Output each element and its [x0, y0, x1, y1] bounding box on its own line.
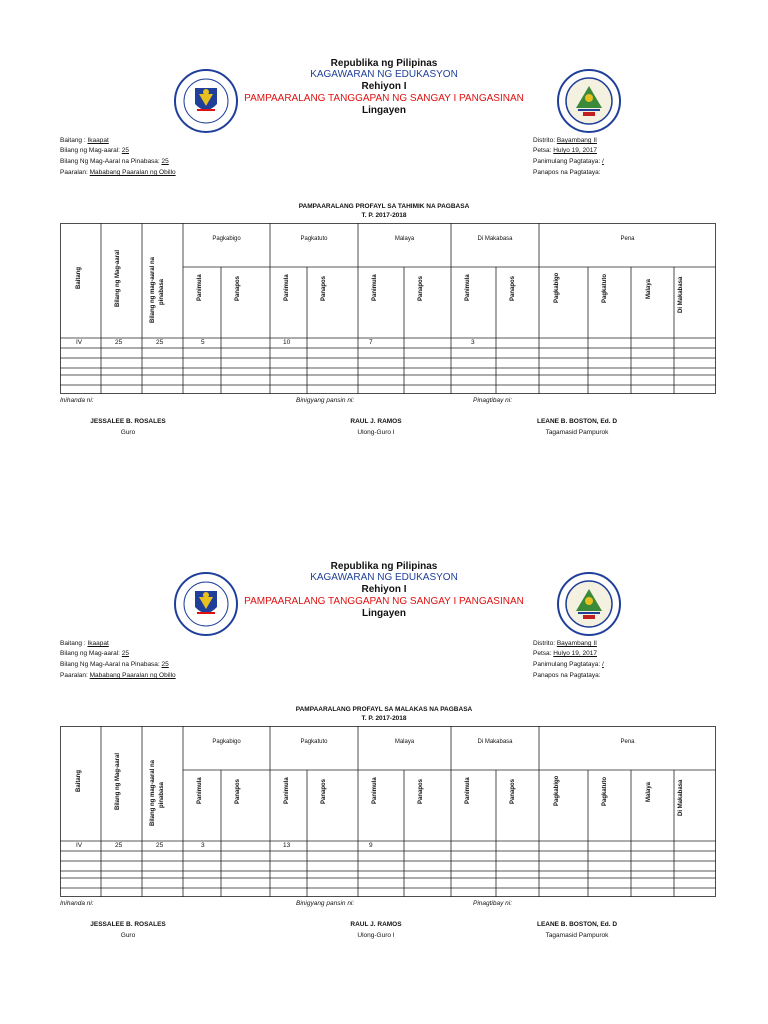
table-grid	[60, 726, 716, 897]
group-pagkabigo-header: Pagkabigo	[212, 739, 241, 745]
col-pinabasa-header-line1: Bilang ng mag-aaral na	[150, 759, 156, 826]
pinagtibay-label: Pinagtibay ni:	[473, 900, 513, 907]
info-panapos: Panapos na Pagtataya:	[533, 672, 601, 679]
sub-pagkabigo-panimula: Panimula	[197, 777, 203, 804]
cell-pagkabigo-panimula: 5	[201, 339, 205, 346]
cell-baitang: IV	[76, 842, 83, 849]
cell-pagkatuto-panimula: 13	[283, 842, 291, 849]
teacher-position: Guro	[120, 429, 136, 436]
sub-dimakabasa-panimula: Panimula	[465, 777, 471, 804]
info-panimula: Panimulang Pagtataya: /	[533, 158, 604, 165]
header-republic: Republika ng Pilipinas	[330, 561, 438, 572]
cell-dimakabasa-panimula: 3	[471, 339, 475, 346]
supervisor-name: LEANE B. BOSTON, Ed. D	[536, 921, 618, 928]
col-baitang-header: Baitang	[76, 266, 82, 289]
supervisor-position: Tagamasid Pampurok	[545, 429, 609, 436]
info-petsa: Petsa: Hulyo 19, 2017	[533, 650, 597, 657]
school-year: T. P. 2017-2018	[361, 212, 407, 219]
pinagtibay-label: Pinagtibay ni:	[473, 397, 513, 404]
inihanda-label: Inihanda ni:	[60, 900, 94, 907]
sub-pena-pagkatuto: Pagkatuto	[602, 776, 608, 806]
info-baitang: Baitang : Ikaapat	[60, 137, 109, 144]
col-pinabasa-header-line1: Bilang ng mag-aaral na	[150, 256, 156, 323]
cell-malaya-panimula: 9	[369, 842, 373, 849]
sub-pena-malaya: Malaya	[646, 278, 652, 299]
group-pena-header: Pena	[620, 739, 635, 745]
head-teacher-name: RAUL J. RAMOS	[350, 921, 402, 928]
header-office: PAMPAARALANG TANGGAPAN NG SANGAY I PANGASINAN	[244, 596, 524, 607]
table-title: PAMPAARALANG PROFAYL SA MALAKAS NA PAGBASA	[295, 706, 473, 713]
col-baitang-header: Baitang	[76, 769, 82, 792]
sub-pagkatuto-panapos: Panapos	[321, 778, 327, 804]
sub-pagkabigo-panimula: Panimula	[197, 274, 203, 301]
info-distrito: Distrito: Bayambang II	[533, 137, 597, 144]
info-pinabasa: Bilang Ng Mag-Aaral na Pinabasa: 25	[60, 661, 169, 668]
sub-pena-pagkabigo: Pagkabigo	[554, 272, 560, 303]
sub-pena-pagkatuto: Pagkatuto	[602, 273, 608, 303]
teacher-position: Guro	[120, 932, 136, 939]
head-teacher-position: Ulong-Guro I	[357, 932, 395, 939]
group-dimakabasa-header: Di Makabasa	[477, 236, 513, 242]
group-pagkatuto-header: Pagkatuto	[300, 236, 328, 242]
form-tahimik-na-pagbasa	[0, 0, 768, 500]
sub-dimakabasa-panapos: Panapos	[510, 778, 516, 804]
info-pinabasa: Bilang Ng Mag-Aaral na Pinabasa: 25	[60, 158, 169, 165]
sub-pagkabigo-panapos: Panapos	[235, 275, 241, 301]
group-pagkabigo-header: Pagkabigo	[212, 236, 241, 242]
profile-table	[60, 223, 716, 394]
info-paaralan: Paaralan: Mababang Paaralan ng Obillo	[60, 169, 176, 176]
header-department: KAGAWARAN NG EDUKASYON	[310, 572, 458, 583]
sub-dimakabasa-panimula: Panimula	[465, 274, 471, 301]
info-paaralan: Paaralan: Mababang Paaralan ng Obillo	[60, 672, 176, 679]
teacher-name: JESSALEE B. ROSALES	[90, 921, 166, 928]
cell-pagkabigo-panimula: 3	[201, 842, 205, 849]
head-teacher-position: Ulong-Guro I	[357, 429, 395, 436]
info-distrito: Distrito: Bayambang II	[533, 640, 597, 647]
teacher-name: JESSALEE B. ROSALES	[90, 418, 166, 425]
header-republic: Republika ng Pilipinas	[330, 58, 438, 69]
info-bilang: Bilang ng Mag-aaral: 25	[60, 147, 130, 154]
profile-table	[60, 726, 716, 897]
info-baitang: Baitang : Ikaapat	[60, 640, 109, 647]
sub-pagkatuto-panimula: Panimula	[284, 777, 290, 804]
sub-pagkabigo-panapos: Panapos	[235, 778, 241, 804]
group-malaya-header: Malaya	[394, 739, 415, 745]
info-bilang: Bilang ng Mag-aaral: 25	[60, 650, 130, 657]
cell-pinabasa: 25	[156, 842, 164, 849]
sub-malaya-panapos: Panapos	[418, 778, 424, 804]
sub-malaya-panapos: Panapos	[418, 275, 424, 301]
group-pagkatuto-header: Pagkatuto	[300, 739, 328, 745]
sub-pena-dimakabasa: Di Makabasa	[678, 276, 684, 313]
header-city: Lingayen	[362, 105, 406, 116]
binigyang-pansin-label: Binigyang pansin ni:	[296, 397, 355, 404]
cell-bilang: 25	[115, 842, 123, 849]
sub-malaya-panimula: Panimula	[372, 777, 378, 804]
sub-malaya-panimula: Panimula	[372, 274, 378, 301]
header-office: PAMPAARALANG TANGGAPAN NG SANGAY I PANGASINAN	[244, 93, 524, 104]
cell-malaya-panimula: 7	[369, 339, 373, 346]
sub-pagkatuto-panapos: Panapos	[321, 275, 327, 301]
sub-pena-dimakabasa: Di Makabasa	[678, 779, 684, 816]
col-bilang-header: Bilang ng Mag-aaral	[115, 249, 121, 307]
info-panimula: Panimulang Pagtataya: /	[533, 661, 604, 668]
head-teacher-name: RAUL J. RAMOS	[350, 418, 402, 425]
cell-bilang: 25	[115, 339, 123, 346]
header-city: Lingayen	[362, 608, 406, 619]
group-pena-header: Pena	[620, 236, 635, 242]
table-grid	[60, 223, 716, 394]
binigyang-pansin-label: Binigyang pansin ni:	[296, 900, 355, 907]
form-malakas-na-pagbasa	[0, 503, 768, 1003]
col-pinabasa-header-line2: pinabasa	[159, 781, 165, 808]
supervisor-name: LEANE B. BOSTON, Ed. D	[536, 418, 618, 425]
inihanda-label: Inihanda ni:	[60, 397, 94, 404]
sub-dimakabasa-panapos: Panapos	[510, 275, 516, 301]
sub-pena-malaya: Malaya	[646, 781, 652, 802]
col-pinabasa-header-line2: pinabasa	[159, 278, 165, 305]
group-dimakabasa-header: Di Makabasa	[477, 739, 513, 745]
group-malaya-header: Malaya	[394, 236, 415, 242]
sub-pagkatuto-panimula: Panimula	[284, 274, 290, 301]
header-region: Rehiyon I	[361, 81, 407, 92]
school-year: T. P. 2017-2018	[361, 715, 407, 722]
cell-pagkatuto-panimula: 10	[283, 339, 291, 346]
supervisor-position: Tagamasid Pampurok	[545, 932, 609, 939]
col-bilang-header: Bilang ng Mag-aaral	[115, 752, 121, 810]
header-department: KAGAWARAN NG EDUKASYON	[310, 69, 458, 80]
header-region: Rehiyon I	[361, 584, 407, 595]
info-panapos: Panapos na Pagtataya:	[533, 169, 601, 176]
table-title: PAMPAARALANG PROFAYL SA TAHIMIK NA PAGBASA	[298, 203, 470, 210]
cell-baitang: IV	[76, 339, 83, 346]
cell-pinabasa: 25	[156, 339, 164, 346]
sub-pena-pagkabigo: Pagkabigo	[554, 775, 560, 806]
info-petsa: Petsa: Hulyo 19, 2017	[533, 147, 597, 154]
